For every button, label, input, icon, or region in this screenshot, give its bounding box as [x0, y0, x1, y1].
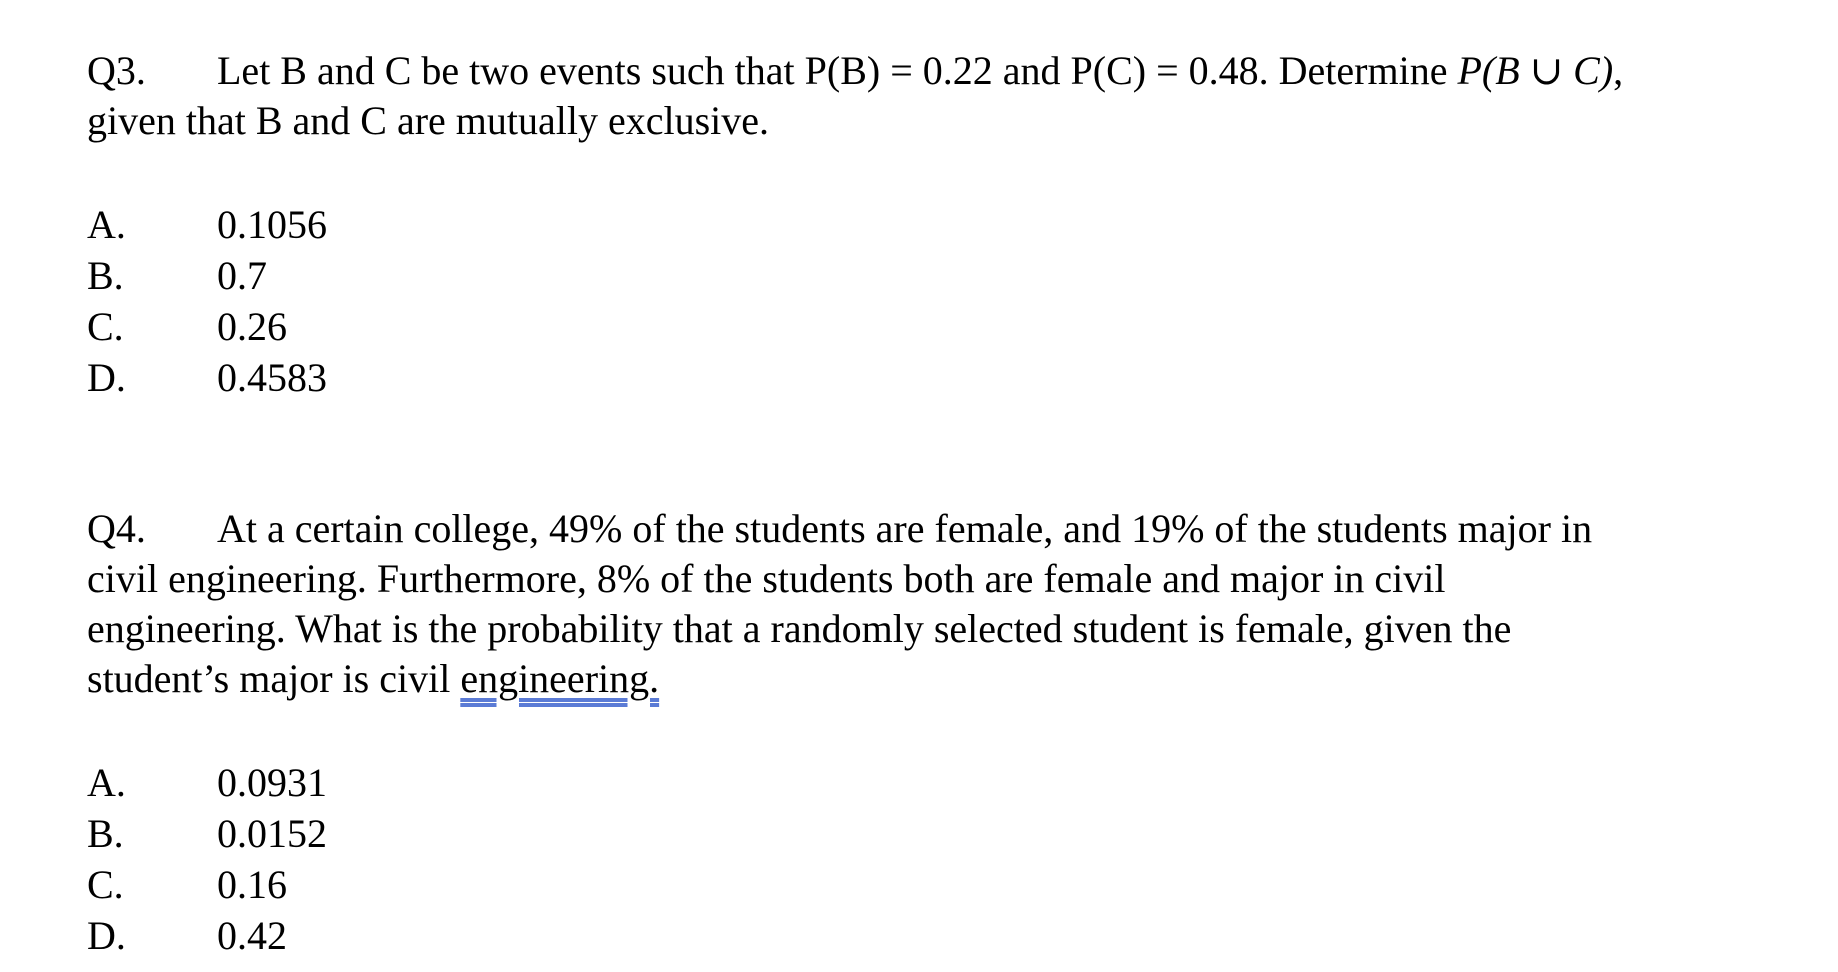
option-letter: A. — [87, 760, 126, 805]
union-expression: P(B ∪ C) — [1457, 48, 1614, 93]
question-4-stem-line-2: civil engineering. Furthermore, 8% of the students both are female and major in civil — [87, 556, 1446, 601]
question-3-stem-line-1 — [87, 46, 1787, 96]
question-3-option-b[interactable] — [87, 251, 1787, 302]
option-letter: C. — [87, 862, 124, 907]
option-letter: B. — [87, 253, 124, 298]
question-3-option-c[interactable] — [87, 302, 1787, 353]
question-4-options — [87, 758, 1787, 962]
question-4-stem-line-4 — [87, 654, 1787, 704]
option-letter: D. — [87, 913, 126, 958]
question-3-stem-line-2: given that B and C are mutually exclusive. — [87, 98, 770, 143]
question-4-option-c[interactable] — [87, 860, 1787, 911]
option-value: 0.16 — [217, 862, 287, 907]
question-4 — [87, 504, 1787, 962]
option-value: 0.26 — [217, 304, 287, 349]
option-letter: C. — [87, 304, 124, 349]
question-3-option-d[interactable] — [87, 353, 1787, 404]
question-4-option-a[interactable] — [87, 758, 1787, 809]
question-3-options — [87, 200, 1787, 404]
option-value: 0.1056 — [217, 202, 327, 247]
grammar-flagged-word[interactable]: engineering. — [460, 656, 660, 701]
question-4-stem-text: At a certain college, 49% of the students are female, and 19% of the students major in — [217, 506, 1593, 551]
question-4-number: Q4. — [87, 506, 146, 551]
question-3-option-a[interactable] — [87, 200, 1787, 251]
question-4-stem-line-4-text: student’s major is civil — [87, 656, 461, 701]
option-value: 0.0152 — [217, 811, 327, 856]
option-value: 0.4583 — [217, 355, 327, 400]
option-letter: D. — [87, 355, 126, 400]
option-value: 0.0931 — [217, 760, 327, 805]
question-3-stem-punctuation: , — [1613, 48, 1624, 93]
question-3-stem-text: Let B and C be two events such that P(B) = 0.22 and P(C) = 0.48. Determine — [217, 48, 1458, 93]
question-4-stem-line-3: engineering. What is the probability that a randomly selected student is female, given the — [87, 606, 1512, 651]
question-4-option-d[interactable] — [87, 911, 1787, 962]
option-letter: A. — [87, 202, 126, 247]
question-3-number: Q3. — [87, 48, 146, 93]
question-3 — [87, 46, 1787, 404]
option-letter: B. — [87, 811, 124, 856]
option-value: 0.42 — [217, 913, 287, 958]
question-4-option-b[interactable] — [87, 809, 1787, 860]
option-value: 0.7 — [217, 253, 267, 298]
question-4-stem-line-1 — [87, 504, 1787, 554]
